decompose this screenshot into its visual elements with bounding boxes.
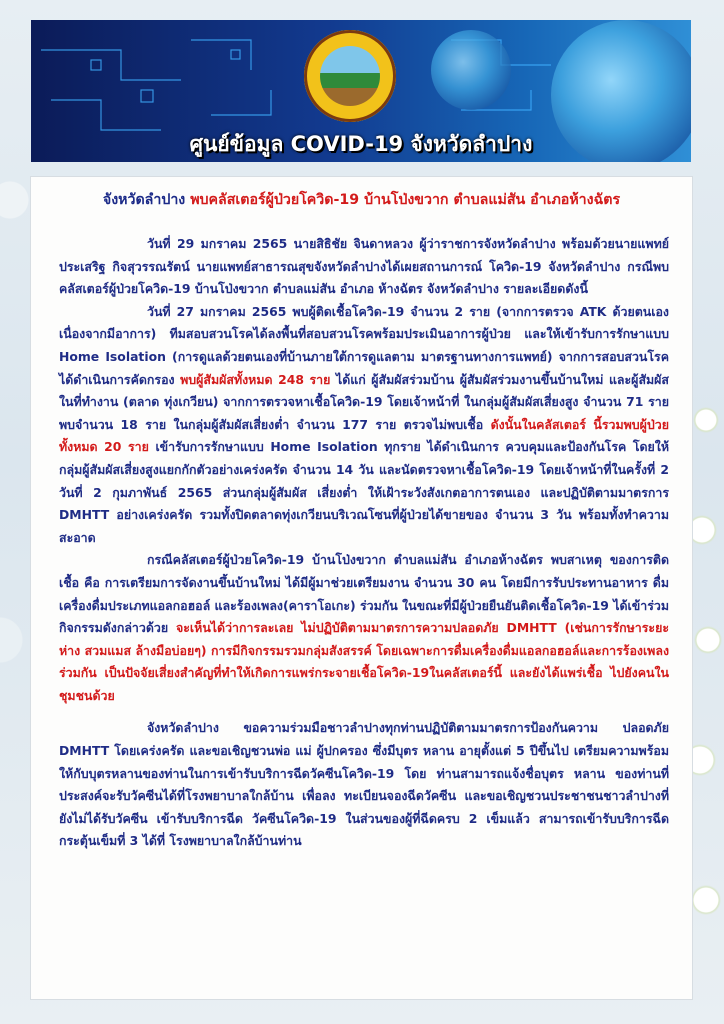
news-card xyxy=(30,176,693,1000)
headline-location: บ้านโป่งขวาก ตำบลแม่สัน อำเภอห้างฉัตร xyxy=(364,192,621,208)
news-headline xyxy=(39,187,684,213)
cluster-total-highlight: ดังนั้นในคลัสเตอร์ นี้รวมพบผู้ป่วยทั้งหมด 20 ราย xyxy=(59,416,669,455)
warning-highlight: จะเห็นได้ว่าการละเลย ไม่ปฏิบัติตามมาตรการความปลอดภัย DMHTT (เช่นการรักษาระยะห่าง สวมแมส ล้างมือบ่อยๆ) การมีกิจกรรมรวมกลุ่มสังสรรค์ โดยเฉพาะการดื่มเครื่องดื่มแอลกอฮอล์และการร้องเพลงร่วมกัน เป็นปัจจัยเสี่ยงสำคัญที่ทำให้เกิดการแพร่กระจายเชื้อโควิด-19ในคลัสเตอร์นี้ และยังได้แพร่เชื้อ ไปยังคนในชุมชนด้วย xyxy=(59,620,669,703)
paragraph-2-text: วันที่ 27 มกราคม 2565 พบผู้ติดเชื้อโควิด-19 จำนวน 2 ราย (จากการตรวจ ATK ด้วยตนเองเนื่องจากมีอาการ) ทีมสอบสวนโรคได้ลงพื้นที่สอบสวนโรคพร้อมประเมินอาการผู้ป่วย และให้เข้ารับการรักษาแบบ Home Isolation (การดูแลด้วยตนเองที่บ้านภายใต้การดูแลตาม มาตรฐานทางการแพทย์) จากการสอบสวนโรคได้ดำเนินการคัดกรอง xyxy=(59,303,669,387)
header-banner xyxy=(31,20,691,162)
article-body xyxy=(59,233,669,853)
virus-icon xyxy=(431,30,511,110)
paragraph-3 xyxy=(59,549,669,707)
paragraph-4: จังหวัดลำปาง ขอความร่วมมือชาวลำปางทุกท่านปฏิบัติตามมาตรการป้องกันความ ปลอดภัย DMHTT โดยเคร่งครัด และขอเชิญชวนพ่อ แม่ ผู้ปกครอง ซึ่งมีบุตร หลาน อายุตั้งแต่ 5 ปีขึ้นไป เตรียมความพร้อมให้กับบุตรหลานของท่านในการเข้ารับบริการฉีดวัคซีนโควิด-19 โดย ท่านสามารถแจ้งชื่อบุตร หลาน ของท่านที่ประสงค์จะรับวัคซีนได้ที่โรงพยาบาลใกล้บ้าน เพื่อลง ทะเบียนจองฉีดวัคซีน และขอเชิญชวนประชาชนชาวลำปางที่ยังไม่ได้รับวัคซีน เข้ารับบริการฉีด วัคซีนโควิด-19 ในส่วนของผู้ที่ฉีดครบ 2 เข็มแล้ว สามารถเข้ารับบริการฉีดกระตุ้นเข็มที่ 3 ได้ที่ โรงพยาบาลใกล้บ้านท่าน xyxy=(59,720,669,849)
banner-title: ศูนย์ข้อมูล COVID-19 จังหวัดลำปาง xyxy=(189,132,533,156)
paragraph-2-text-cont: ได้แก่ ผู้สัมผัสร่วมบ้าน ผู้สัมผัสร่วมงานขึ้นบ้านใหม่ และผู้สัมผัสในที่ทำงาน (ตลาด ทุ่งเกวียน) จากการตรวจหาเชื้อโควิด-19 โดยเจ้าหน้าที่ ในกลุ่มผู้สัมผัสเสี่ยงสูง จำนวน 71 ราย พบจำนวน 18 ราย ในกลุ่มผู้สัมผัสเสี่ยงต่ำ จำนวน 177 ราย ตรวจไม่พบเชื้อ xyxy=(59,371,669,432)
paragraph-3-text: กรณีคลัสเตอร์ผู้ป่วยโควิด-19 บ้านโป่งขวาก ตำบลแม่สัน อำเภอห้างฉัตร พบสาเหตุ ของการติดเชื้อ คือ การเตรียมการจัดงานขึ้นบ้านใหม่ ได้มีผู้มาช่วยเตรียมงาน จำนวน 30 คน โดยมีการรับประทานอาหาร ดื่มเครื่องดื่มประเภทแอลกอฮอล์ และร้องเพลง(คาราโอเกะ) ร่วมกัน ในขณะที่มีผู้ป่วยยืนยันติดเชื้อโควิด-19 ได้เข้าร่วมกิจกรรมดังกล่าวด้วย xyxy=(59,552,669,636)
headline-cluster: พบคลัสเตอร์ผู้ป่วยโควิด-19 xyxy=(190,192,365,208)
headline-province: จังหวัดลำปาง xyxy=(102,192,191,208)
province-seal-logo xyxy=(304,30,396,122)
contacts-total-highlight: พบผู้สัมผัสทั้งหมด 248 ราย xyxy=(180,371,331,387)
paragraph-1: วันที่ 29 มกราคม 2565 นายสิธิชัย จินดาหลวง ผู้ว่าราชการจังหวัดลำปาง พร้อมด้วยนายแพทย์ประเสริฐ กิจสุวรรณรัตน์ นายแพทย์สาธารณสุขจังหวัดลำปางได้เผยสถานการณ์ โควิด-19 จังหวัดลำปาง กรณีพบคลัสเตอร์ผู้ป่วยโควิด-19 บ้านโป่งขวาก ตำบลแม่สัน อำเภอ ห้างฉัตร จังหวัดลำปาง รายละเอียดดังนี้ xyxy=(59,236,669,297)
paragraph-2 xyxy=(59,301,669,550)
paragraph-2-text-end: เข้ารับการรักษาแบบ Home Isolation ทุกราย ได้ดำเนินการ ควบคุมและป้องกันโรค โดยให้กลุ่มผู้สัมผัสเสี่ยงสูงแยกกักตัวอย่างเคร่งครัด จำนวน 14 วัน และนัดตรวจหาเชื้อโควิด-19 โดยเจ้าหน้าที่ในครั้งที่ 2 วันที่ 2 กุมภาพันธ์ 2565 ส่วนกลุ่มผู้สัมผัส เสี่ยงต่ำ ให้เฝ้าระวังสังเกตอาการตนเอง และปฏิบัติตามมาตรการ DMHTT อย่างเคร่งครัด รวมทั้งปิดตลาดทุ่งเกวียนบริเวณโซนที่ผู้ป่วยได้ขายของ จำนวน 3 วัน พร้อมทั้งทำความสะอาด xyxy=(59,439,670,545)
